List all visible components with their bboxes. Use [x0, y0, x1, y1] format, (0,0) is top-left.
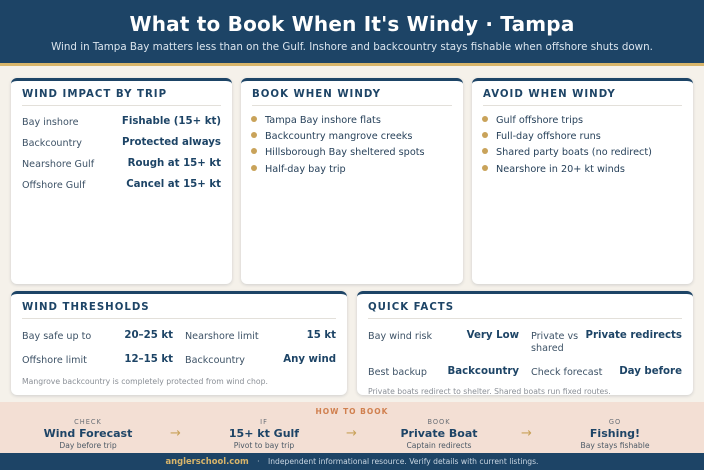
- fact-label: [531, 331, 578, 355]
- list-item: [251, 164, 346, 175]
- step-main: 15+ kt Gulf: [228, 427, 300, 440]
- wind-impact-row-value: Rough at 15+ kt: [127, 158, 221, 169]
- step-if: [194, 418, 334, 450]
- step-sub: Pivot to bay trip: [233, 441, 295, 450]
- fact-label-line: shared: [531, 343, 564, 354]
- threshold-value: 12–15 kt: [124, 354, 173, 365]
- list-item: [482, 164, 625, 175]
- step-kicker: GO: [608, 418, 622, 426]
- bullet-icon: [482, 165, 488, 171]
- list-item: [482, 131, 601, 142]
- quick-facts-card: [357, 291, 693, 395]
- page-subtitle: Wind in Tampa Bay matters less than on the Gulf. Inshore and backcountry stays fishable when offshore shuts down.: [51, 41, 653, 53]
- bullet-icon: [251, 132, 257, 138]
- wind-impact-card: [11, 78, 232, 284]
- arrow-right-icon: →: [170, 426, 181, 441]
- footer: [0, 453, 704, 470]
- wind-impact-title: WIND IMPACT BY TRIP: [22, 89, 168, 100]
- wind-impact-row-value: Fishable (15+ kt): [121, 116, 221, 127]
- list-item-text: Full-day offshore runs: [496, 131, 601, 142]
- step-kicker: BOOK: [427, 418, 451, 426]
- bullet-icon: [482, 148, 488, 154]
- bullet-icon: [482, 132, 488, 138]
- list-item-text: Hillsborough Bay sheltered spots: [265, 147, 425, 158]
- threshold-label: Nearshore limit: [185, 331, 259, 342]
- fact-label: Best backup: [368, 367, 427, 378]
- wind-impact-row-label: Backcountry: [22, 138, 82, 149]
- quick-facts-title: QUICK FACTS: [368, 302, 455, 313]
- quick-facts-note: Private boats redirect to shelter. Shared boats run fixed routes.: [368, 387, 611, 396]
- list-item-text: Half-day bay trip: [265, 164, 346, 175]
- fact-value: Backcountry: [447, 366, 519, 377]
- card-divider: [252, 105, 452, 106]
- threshold-label: Backcountry: [185, 355, 245, 366]
- page-title: What to Book When It's Windy · Tampa: [129, 12, 575, 36]
- list-item: [251, 131, 412, 142]
- step-main: Wind Forecast: [43, 427, 133, 440]
- threshold-label: Offshore limit: [22, 355, 87, 366]
- book-when-windy-title: BOOK WHEN WINDY: [252, 89, 381, 100]
- list-item-text: Nearshore in 20+ kt winds: [496, 164, 625, 175]
- avoid-when-windy-card: [472, 78, 693, 284]
- fact-value: Private redirects: [585, 330, 682, 341]
- card-divider: [22, 318, 336, 319]
- threshold-value: Any wind: [283, 354, 336, 365]
- wind-impact-row-value: Cancel at 15+ kt: [126, 179, 221, 190]
- footer-brand-link[interactable]: anglerschool.com: [165, 456, 249, 466]
- step-main: Private Boat: [400, 427, 478, 440]
- step-go: [545, 418, 685, 450]
- list-item: [251, 115, 381, 126]
- threshold-value: 15 kt: [306, 330, 336, 341]
- wind-impact-row-label: Bay inshore: [22, 117, 79, 128]
- header-divider: [0, 63, 704, 66]
- card-divider: [483, 105, 682, 106]
- card-divider: [368, 318, 682, 319]
- wind-thresholds-title: WIND THRESHOLDS: [22, 302, 150, 313]
- wind-thresholds-card: [11, 291, 347, 395]
- list-item: [482, 147, 652, 158]
- fact-value: Day before: [619, 366, 682, 377]
- step-sub: Captain redirects: [406, 441, 472, 450]
- step-kicker: CHECK: [74, 418, 102, 426]
- wind-impact-row-label: Nearshore Gulf: [22, 159, 95, 170]
- list-item-text: Shared party boats (no redirect): [496, 147, 652, 158]
- header-banner: [0, 0, 704, 63]
- list-item-text: Backcountry mangrove creeks: [265, 131, 413, 142]
- arrow-right-icon: →: [346, 426, 357, 441]
- step-sub: Bay stays fishable: [580, 441, 650, 450]
- step-kicker: IF: [260, 418, 268, 426]
- list-item-text: Gulf offshore trips: [496, 115, 584, 126]
- avoid-when-windy-title: AVOID WHEN WINDY: [483, 89, 616, 100]
- card-divider: [22, 105, 221, 106]
- wind-impact-row-value: Protected always: [122, 137, 221, 148]
- bullet-icon: [482, 116, 488, 122]
- step-main: Fishing!: [589, 427, 641, 440]
- bullet-icon: [251, 165, 257, 171]
- list-item: [482, 115, 583, 126]
- how-to-book-title: HOW TO BOOK: [315, 407, 389, 416]
- footer-text: Independent informational resource. Verify details with current listings.: [267, 457, 539, 466]
- step-book: [369, 418, 509, 450]
- footer-separator: ·: [257, 457, 260, 466]
- wind-impact-row-label: Offshore Gulf: [22, 180, 86, 191]
- arrow-right-icon: →: [521, 426, 532, 441]
- list-item: [251, 147, 425, 158]
- book-when-windy-card: [241, 78, 463, 284]
- fact-label: Check forecast: [531, 367, 603, 378]
- threshold-label: Bay safe up to: [22, 331, 92, 342]
- fact-label-line: Private vs: [531, 331, 579, 342]
- bullet-icon: [251, 116, 257, 122]
- thresholds-note: Mangrove backcountry is completely protected from wind chop.: [22, 377, 268, 386]
- list-item-text: Tampa Bay inshore flats: [265, 115, 381, 126]
- step-check: [18, 418, 158, 450]
- step-sub: Day before trip: [59, 441, 117, 450]
- fact-value: Very Low: [466, 330, 519, 341]
- threshold-value: 20–25 kt: [124, 330, 173, 341]
- bullet-icon: [251, 148, 257, 154]
- fact-label: Bay wind risk: [368, 331, 433, 342]
